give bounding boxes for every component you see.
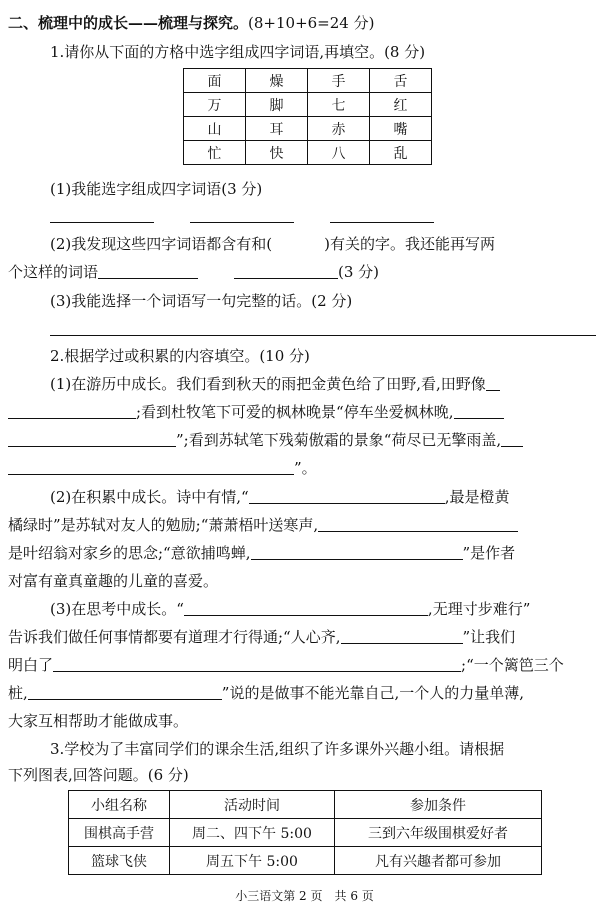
answer-blank[interactable] (249, 487, 445, 504)
q2-p1-text: ”。 (294, 459, 317, 477)
answer-blank[interactable] (8, 402, 136, 419)
answer-line[interactable] (50, 334, 596, 336)
grid-cell: 舌 (370, 69, 432, 93)
grid-cell: 万 (184, 93, 246, 117)
q2-p3-text: 明白了 (8, 656, 54, 674)
table-cell: 凡有兴趣者都可参加 (335, 847, 542, 875)
grid-cell: 快 (246, 141, 308, 165)
q2-p1-text: (1)在游历中成长。我们看到秋天的雨把金黄色给了田野,看,田野像 (50, 375, 486, 393)
q2-p1-line2 (8, 402, 504, 422)
answer-blank[interactable] (318, 515, 518, 532)
q1-sub2-text-a: (2)我发现这些四字词语都含有和( (50, 235, 273, 253)
answer-blank[interactable] (251, 543, 463, 560)
table-cell: 围棋高手营 (69, 819, 170, 847)
grid-cell: 红 (370, 93, 432, 117)
q2-p2-text: ”是作者 (462, 544, 516, 562)
q1-sub2-text-c: 个这样的词语 (8, 263, 99, 281)
table-cell: 周五下午 5:00 (170, 847, 335, 875)
q1-sub2-text-b: )有关的字。我还能再写两 (324, 235, 495, 253)
answer-blank[interactable] (341, 627, 463, 644)
grid-cell: 乱 (370, 141, 432, 165)
page-footer: 小三语文第 2 页 共 6 页 (235, 889, 374, 903)
q2-p1-line4 (8, 458, 317, 478)
grid-cell: 七 (308, 93, 370, 117)
answer-blank[interactable] (454, 402, 504, 419)
q2-p3-line4 (8, 683, 524, 703)
table-header: 小组名称 (69, 791, 170, 819)
q2-p1-text: ”;看到苏轼笔下残菊傲霜的景象“荷尽已无擎雨盖, (176, 431, 502, 449)
section-title: 二、梳理中的成长——梳理与探究。 (8, 14, 249, 32)
q2-p3-line5: 大家互相帮助才能做成事。 (8, 712, 189, 730)
q2-p2-text: 橘绿时”是苏轼对友人的勉励;“萧萧梧叶送寒声, (8, 516, 319, 534)
answer-blank[interactable] (184, 599, 428, 616)
q1-sub2-line2 (8, 262, 379, 282)
grid-row (184, 69, 432, 93)
q2-title: 2.根据学过或积累的内容填空。(10 分) (50, 347, 310, 365)
q3-title-line1: 3.学校为了丰富同学们的课余生活,组织了许多课外兴趣小组。请根据 (50, 740, 505, 758)
grid-cell: 手 (308, 69, 370, 93)
section-heading (8, 13, 374, 33)
table-row (69, 847, 542, 875)
q2-p2-text: ,最是橙黄 (444, 488, 510, 506)
q2-p1-line1 (50, 374, 500, 394)
answer-blank[interactable] (8, 458, 294, 475)
q3-title-line2: 下列图表,回答问题。(6 分) (8, 766, 189, 784)
q2-p2-text: 是叶绍翁对家乡的思念;“意欲捕鸣蝉, (8, 544, 251, 562)
interest-group-table (68, 790, 542, 875)
q1-sub1: (1)我能选字组成四字词语(3 分) (50, 180, 263, 198)
q2-p3-line2 (8, 627, 515, 647)
q2-p3-text: 告诉我们做任何事情都要有道理才行得通;“人心齐, (8, 628, 341, 646)
q2-p2-text: (2)在积累中成长。诗中有情,“ (50, 488, 249, 506)
q1-sub2-line1 (50, 234, 495, 254)
answer-blank[interactable] (486, 374, 500, 391)
section-score: (8+10+6=24 分) (248, 14, 375, 32)
q2-p3-text: ;“一个篱笆三个 (461, 656, 564, 674)
q1-sub3: (3)我能选择一个词语写一句完整的话。(2 分) (50, 292, 353, 310)
grid-cell: 八 (308, 141, 370, 165)
grid-row (184, 93, 432, 117)
q2-p3-text: ,无理寸步难行” (427, 600, 531, 618)
grid-cell: 脚 (246, 93, 308, 117)
answer-blank[interactable] (501, 430, 523, 447)
grid-row (184, 117, 432, 141)
table-header: 活动时间 (170, 791, 335, 819)
q2-p3-text: ”让我们 (462, 628, 516, 646)
grid-cell: 耳 (246, 117, 308, 141)
grid-cell: 忙 (184, 141, 246, 165)
table-cell: 篮球飞侠 (69, 847, 170, 875)
q2-p2-line3 (8, 543, 515, 563)
answer-blank[interactable] (50, 221, 154, 223)
q1-title: 1.请你从下面的方格中选字组成四字词语,再填空。(8 分) (50, 43, 426, 61)
answer-blank[interactable] (330, 221, 434, 223)
q2-p2-line2 (8, 515, 518, 535)
answer-blank[interactable] (234, 262, 338, 279)
character-grid (183, 68, 432, 165)
q2-p3-text: ”说的是做事不能光靠自己,一个人的力量单薄, (221, 684, 524, 702)
grid-cell: 面 (184, 69, 246, 93)
q2-p1-text: ;看到杜牧笔下可爱的枫林晚景“停车坐爱枫林晚, (136, 403, 454, 421)
q2-p3-line1 (50, 599, 530, 619)
grid-cell: 燥 (246, 69, 308, 93)
table-cell: 三到六年级围棋爱好者 (335, 819, 542, 847)
grid-cell: 赤 (308, 117, 370, 141)
q2-p3-text: 桩, (8, 684, 28, 702)
answer-blank[interactable] (28, 683, 222, 700)
answer-blank[interactable] (53, 655, 461, 672)
q1-sub2-score: (3 分) (338, 263, 380, 281)
grid-row (184, 141, 432, 165)
answer-blank[interactable] (190, 221, 294, 223)
grid-cell: 嘴 (370, 117, 432, 141)
q2-p1-line3 (8, 430, 523, 450)
table-header: 参加条件 (335, 791, 542, 819)
q2-p2-line4: 对富有童真童趣的儿童的喜爱。 (8, 572, 219, 590)
q2-p3-text: (3)在思考中成长。“ (50, 600, 184, 618)
table-row (69, 819, 542, 847)
q2-p2-line1 (50, 487, 509, 507)
q2-p3-line3 (8, 655, 564, 675)
grid-cell: 山 (184, 117, 246, 141)
table-header-row (69, 791, 542, 819)
answer-blank[interactable] (98, 262, 198, 279)
table-cell: 周二、四下午 5:00 (170, 819, 335, 847)
answer-blank[interactable] (8, 430, 176, 447)
